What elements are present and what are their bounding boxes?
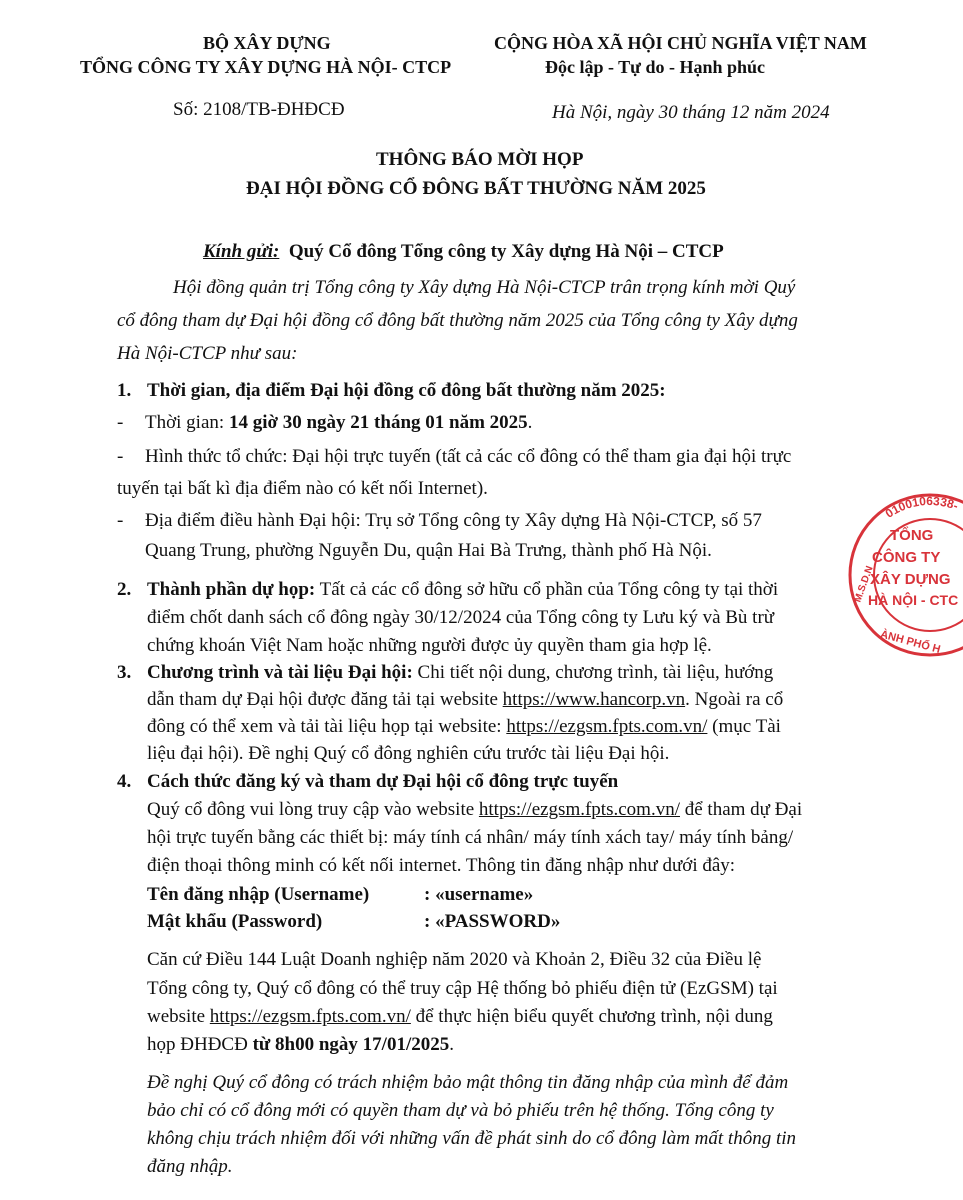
national-motto: Độc lập - Tự do - Hạnh phúc bbox=[545, 57, 766, 77]
salutation bbox=[203, 242, 724, 261]
company-seal-stamp bbox=[840, 490, 963, 660]
salutation-recipient: Quý Cổ đông Tổng công ty Xây dựng Hà Nội – CTCP bbox=[288, 241, 724, 262]
note-line: đăng nhập. bbox=[147, 1156, 233, 1177]
section-4-line: hội trực tuyến bằng các thiết bị: máy tính cá nhân/ máy tính xách tay/ máy tính bảng/ bbox=[147, 827, 794, 848]
note-line: Đề nghị Quý cổ đông có trách nhiệm bảo mật thông tin đăng nhập của mình để đảm bbox=[147, 1072, 789, 1093]
section-1-form: - Hình thức tổ chức: Đại hội trực tuyến (tất cả các cổ đông có thể tham gia đại hội trực bbox=[117, 446, 792, 467]
doc-title: THÔNG BÁO MỜI HỌP bbox=[376, 149, 584, 170]
note-line: bảo chỉ có cổ đông mới có quyền tham dự và bỏ phiếu trên hệ thống. Tổng công ty bbox=[147, 1100, 774, 1121]
ministry-name: BỘ XÂY DỰNG bbox=[203, 33, 331, 53]
section-1-form-cont: tuyến tại bất kì địa điểm nào có kết nối Internet). bbox=[117, 478, 488, 499]
ezgsm-link[interactable]: https://ezgsm.fpts.com.vn/ bbox=[478, 799, 680, 820]
document-number: Số: 2108/TB-ĐHĐCĐ bbox=[173, 99, 345, 120]
salutation-label: Kính gửi: bbox=[203, 241, 280, 262]
seal-ring-bottom: ÀNH PHỐ H bbox=[878, 628, 942, 656]
section-4-line: điện thoại thông minh có kết nối internet. Thông tin đăng nhập như dưới đây: bbox=[147, 855, 736, 876]
doc-subtitle: ĐẠI HỘI ĐỒNG CỔ ĐÔNG BẤT THƯỜNG NĂM 2025 bbox=[246, 178, 706, 199]
ezgsm-link[interactable]: https://ezgsm.fpts.com.vn/ bbox=[209, 1006, 411, 1027]
legal-line: Căn cứ Điều 144 Luật Doanh nghiệp năm 2020 và Khoản 2, Điều 32 của Điều lệ bbox=[147, 949, 762, 970]
note-line: không chịu trách nhiệm đối với những vấn đề phát sinh do cổ đông làm mất thông tin bbox=[147, 1128, 797, 1149]
username-label: Tên đăng nhập (Username) bbox=[147, 884, 370, 905]
section-3-heading: Chương trình và tài liệu Đại hội: bbox=[147, 662, 413, 683]
section-1-heading: 1. Thời gian, địa điểm Đại hội đồng cổ đông bất thường năm 2025: bbox=[117, 380, 666, 401]
legal-line: Tổng công ty, Quý cổ đông có thể truy cập Hệ thống bỏ phiếu điện tử (EzGSM) tại bbox=[147, 978, 778, 999]
seal-center-line: XÂY DỰNG bbox=[870, 571, 951, 588]
username-value: : «username» bbox=[424, 884, 534, 905]
section-4-line: Quý cổ đông vui lòng truy cập vào website https://ezgsm.fpts.com.vn/ để tham dự Đại bbox=[147, 799, 803, 820]
legal-line: website https://ezgsm.fpts.com.vn/ để thực hiện biểu quyết chương trình, nội dung bbox=[147, 1006, 773, 1027]
section-2-heading: Thành phần dự họp: bbox=[147, 579, 316, 600]
seal-ring-text: 0100106338- bbox=[882, 493, 961, 521]
seal-ring-left: M.S.D.N bbox=[852, 564, 876, 604]
national-title: CỘNG HÒA XÃ HỘI CHỦ NGHĨA VIỆT NAM bbox=[494, 33, 867, 53]
section-3-line: đông có thể xem và tải tài liệu họp tại website: https://ezgsm.fpts.com.vn/ (mục Tài bbox=[147, 716, 781, 737]
section-3-line: dẫn tham dự Đại hội được đăng tải tại website https://www.hancorp.vn. Ngoài ra cổ bbox=[147, 689, 784, 710]
ezgsm-link[interactable]: https://ezgsm.fpts.com.vn/ bbox=[506, 716, 708, 737]
password-label: Mật khẩu (Password) bbox=[147, 911, 323, 932]
section-1-venue-cont: Quang Trung, phường Nguyễn Du, quận Hai Bà Trưng, thành phố Hà Nội. bbox=[145, 540, 712, 561]
intro-line: Hà Nội-CTCP như sau: bbox=[117, 343, 298, 364]
intro-line: Hội đồng quản trị Tổng công ty Xây dựng Hà Nội-CTCP trân trọng kính mời Quý bbox=[173, 277, 796, 298]
password-value: : «PASSWORD» bbox=[424, 911, 561, 932]
seal-center-line: CÔNG TY bbox=[872, 549, 941, 566]
section-3-line: liệu đại hội). Đề nghị Quý cổ đông nghiên cứu trước tài liệu Đại hội. bbox=[147, 743, 670, 764]
hancorp-link[interactable]: https://www.hancorp.vn bbox=[502, 689, 686, 710]
company-name: TỔNG CÔNG TY XÂY DỰNG HÀ NỘI- CTCP bbox=[80, 57, 452, 77]
seal-center-line: HÀ NỘI - CTC bbox=[868, 592, 959, 608]
section-3-line: 3. Chương trình và tài liệu Đại hội: Chi tiết nội dung, chương trình, tài liệu, hướng bbox=[117, 662, 774, 683]
section-2-line: điểm chốt danh sách cổ đông ngày 30/12/2024 của Tổng công ty Lưu ký và Bù trừ bbox=[147, 607, 775, 628]
seal-center-line: TỔNG bbox=[890, 527, 934, 544]
issue-date: Hà Nội, ngày 30 tháng 12 năm 2024 bbox=[552, 102, 830, 123]
section-1-time: - Thời gian: 14 giờ 30 ngày 21 tháng 01 năm 2025. bbox=[117, 412, 533, 433]
section-1-venue: - Địa điểm điều hành Đại hội: Trụ sở Tổng công ty Xây dựng Hà Nội-CTCP, số 57 bbox=[117, 510, 762, 531]
section-4-heading: 4. Cách thức đăng ký và tham dự Đại hội cổ đông trực tuyến bbox=[117, 771, 619, 792]
section-2-line: chứng khoán Việt Nam hoặc những người được ủy quyền tham gia hợp lệ. bbox=[147, 635, 712, 656]
intro-line: cổ đông tham dự Đại hội đồng cổ đông bất thường năm 2025 của Tổng công ty Xây dựng bbox=[117, 310, 798, 331]
section-2-line: 2. Thành phần dự họp: Tất cả các cổ đông sở hữu cổ phần của Tổng công ty tại thời bbox=[117, 579, 779, 600]
legal-line: họp ĐHĐCĐ từ 8h00 ngày 17/01/2025. bbox=[147, 1034, 454, 1055]
